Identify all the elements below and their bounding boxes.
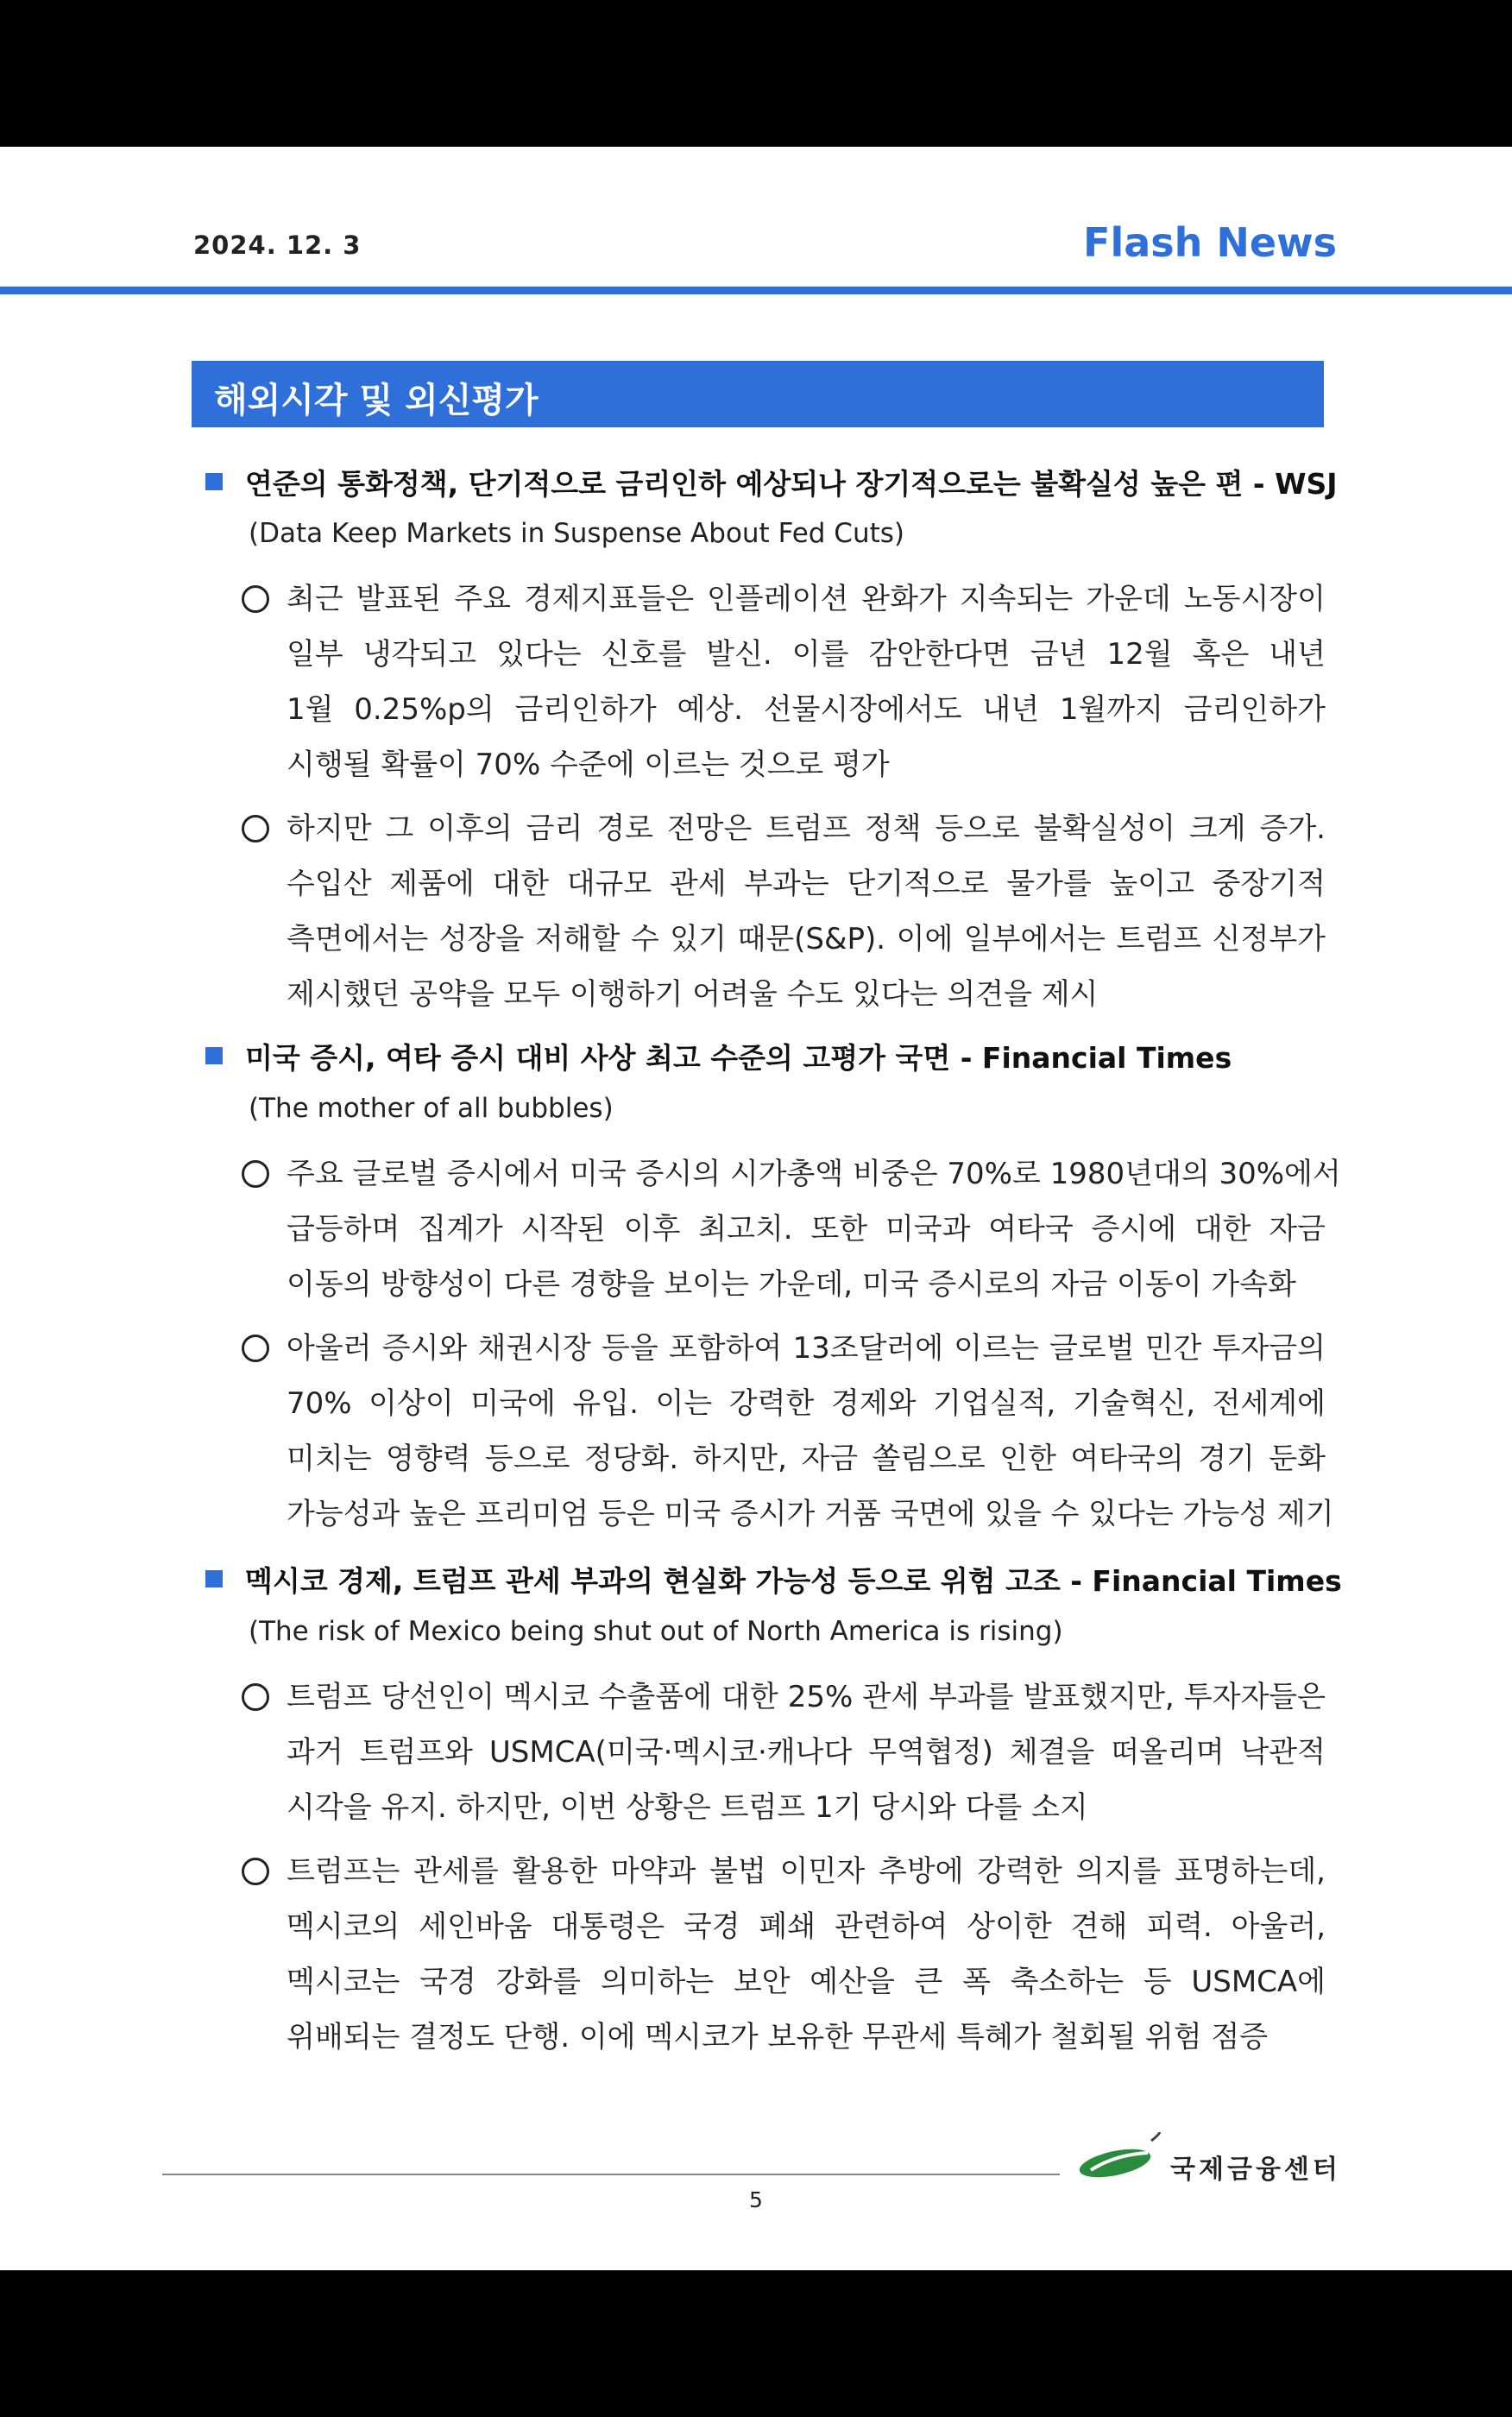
text-line: 측면에서는 성장을 저해할 수 있기 때문(S&P). 이에 일부에서는 트럼프 신정부가	[287, 922, 1326, 956]
text-line: 멕시코의 세인바움 대통령은 국경 폐쇄 관련하여 상이한 견해 피력. 아울러,	[287, 1909, 1326, 1944]
square-bullet-icon	[205, 473, 223, 490]
item-headline	[205, 1559, 1342, 1600]
bullet-text	[287, 801, 1326, 1022]
bullet-paragraph	[242, 571, 1326, 792]
text-line: 시각을 유지. 하지만, 이번 상황은 트럼프 1기 당시와 다를 소지	[287, 1790, 1088, 1825]
bullet-paragraph	[242, 1146, 1341, 1312]
item-subtitle: (The mother of all bubbles)	[249, 1093, 614, 1124]
bullet-paragraph	[242, 1321, 1334, 1542]
circle-bullet-icon	[242, 1858, 269, 1885]
text-line: 최근 발표된 주요 경제지표들은 인플레이션 완화가 지속되는 가운데 노동시장이	[287, 582, 1326, 616]
circle-bullet-icon	[242, 1160, 269, 1188]
bullet-paragraph	[242, 801, 1326, 1022]
text-line: 멕시코는 국경 강화를 의미하는 보안 예산을 큰 폭 축소하는 등 USMCA에	[287, 1965, 1326, 1999]
text-line: 가능성과 높은 프리미엄 등은 미국 증시가 거품 국면에 있을 수 있다는 가능성 제기	[287, 1497, 1334, 1531]
bullet-text	[287, 1321, 1334, 1542]
text-line: 하지만 그 이후의 금리 경로 전망은 트럼프 정책 등으로 불확실성이 크게 증가.	[287, 811, 1326, 846]
bullet-text	[287, 1146, 1341, 1312]
bullet-paragraph	[242, 1844, 1326, 2065]
flash-news-title: Flash News	[1083, 219, 1337, 266]
text-line: 급등하며 집계가 시작된 이후 최고치. 또한 미국과 여타국 증시에 대한 자금	[287, 1212, 1326, 1246]
text-line: 트럼프는 관세를 활용한 마약과 불법 이민자 추방에 강력한 의지를 표명하는데,	[287, 1854, 1326, 1889]
text-line: 주요 글로벌 증시에서 미국 증시의 시가총액 비중은 70%로 1980년대의 30%에서	[287, 1157, 1341, 1191]
bullet-text	[287, 571, 1326, 792]
bullet-paragraph	[242, 1669, 1326, 1835]
section-title: 해외시각 및 외신평가	[214, 381, 539, 420]
text-line: 1월 0.25%p의 금리인하가 예상. 선물시장에서도 내년 1월까지 금리인하가	[287, 692, 1326, 727]
item-subtitle: (The risk of Mexico being shut out of North America is rising)	[249, 1616, 1063, 1647]
headline-text: 멕시코 경제, 트럼프 관세 부과의 현실화 가능성 등으로 위험 고조 - Financial Times	[245, 1564, 1342, 1598]
text-line: 일부 냉각되고 있다는 신호를 발신. 이를 감안한다면 금년 12월 혹은 내년	[287, 637, 1326, 672]
circle-bullet-icon	[242, 1335, 269, 1362]
kcif-logo	[1075, 2132, 1341, 2193]
headline-text: 미국 증시, 여타 증시 대비 사상 최고 수준의 고평가 국면 - Financial Times	[245, 1041, 1232, 1075]
footer-rule	[162, 2174, 1060, 2175]
bullet-text	[287, 1669, 1326, 1835]
item-headline	[205, 462, 1338, 502]
page-number: 5	[749, 2187, 763, 2212]
text-line: 이동의 방향성이 다른 경향을 보이는 가운데, 미국 증시로의 자금 이동이 가속화	[287, 1267, 1296, 1302]
circle-bullet-icon	[242, 1683, 269, 1711]
document-page	[0, 147, 1512, 2270]
leaf-logo-icon	[1075, 2132, 1162, 2184]
text-line: 위배되는 결정도 단행. 이에 멕시코가 보유한 무관세 특혜가 철회될 위험 점증	[287, 2020, 1269, 2054]
text-line: 트럼프 당선인이 멕시코 수출품에 대한 25% 관세 부과를 발표했지만, 투자자들은	[287, 1680, 1326, 1714]
text-line: 과거 트럼프와 USMCA(미국·멕시코·캐나다 무역협정) 체결을 떠올리며 낙관적	[287, 1735, 1326, 1770]
square-bullet-icon	[205, 1570, 223, 1587]
item-subtitle: (Data Keep Markets in Suspense About Fed Cuts)	[249, 518, 904, 549]
section-header	[192, 361, 1324, 427]
report-date: 2024. 12. 3	[193, 230, 362, 260]
logo-text: 국제금융센터	[1170, 2155, 1341, 2185]
bullet-text	[287, 1844, 1326, 2065]
text-line: 수입산 제품에 대한 대규모 관세 부과는 단기적으로 물가를 높이고 중장기적	[287, 867, 1326, 901]
text-line: 미치는 영향력 등으로 정당화. 하지만, 자금 쏠림으로 인한 여타국의 경기 둔화	[287, 1442, 1326, 1476]
circle-bullet-icon	[242, 585, 269, 613]
text-line: 70% 이상이 미국에 유입. 이는 강력한 경제와 기업실적, 기술혁신, 전세계에	[287, 1386, 1326, 1421]
headline-text: 연준의 통화정책, 단기적으로 금리인하 예상되나 장기적으로는 불확실성 높은 편 - WSJ	[245, 467, 1338, 501]
text-line: 제시했던 공약을 모두 이행하기 어려울 수도 있다는 의견을 제시	[287, 977, 1099, 1012]
circle-bullet-icon	[242, 815, 269, 842]
item-headline	[205, 1036, 1232, 1076]
text-line: 아울러 증시와 채권시장 등을 포함하여 13조달러에 이르는 글로벌 민간 투자금의	[287, 1331, 1326, 1366]
header-rule	[0, 287, 1512, 294]
text-line: 시행될 확률이 70% 수준에 이르는 것으로 평가	[287, 748, 890, 782]
square-bullet-icon	[205, 1047, 223, 1064]
